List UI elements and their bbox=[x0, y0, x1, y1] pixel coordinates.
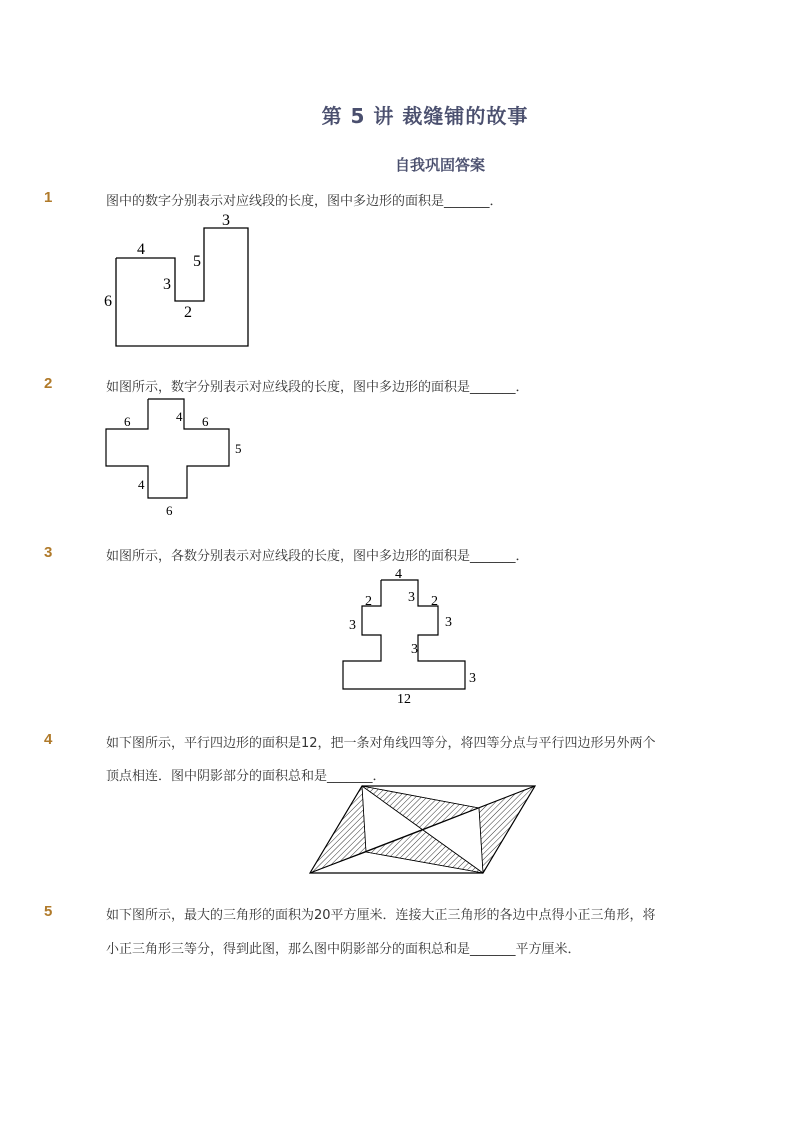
page-title: 第 5 讲 裁缝铺的故事 bbox=[321, 104, 529, 128]
segment-label: 6 bbox=[166, 503, 173, 518]
question-2-figure bbox=[100, 395, 260, 520]
segment-label: 4 bbox=[395, 567, 402, 582]
segment-label: 6 bbox=[124, 414, 131, 429]
question-1-figure bbox=[100, 212, 260, 347]
question-text-5-line2: 小正三角形三等分，得到此图，那么图中阴影部分的面积总和是_______平方厘米． bbox=[106, 942, 581, 957]
segment-label: 3 bbox=[411, 642, 418, 657]
question-number-5: 5 bbox=[44, 903, 53, 920]
section-subtitle: 自我巩固答案 bbox=[394, 156, 485, 174]
segment-label: 3 bbox=[163, 276, 171, 293]
segment-label: 3 bbox=[445, 615, 452, 630]
question-text-4-line2: 顶点相连．图中阴影部分的面积总和是_______． bbox=[106, 769, 386, 784]
question-number-4: 4 bbox=[44, 731, 53, 748]
segment-label: 5 bbox=[235, 441, 242, 456]
segment-label: 4 bbox=[137, 241, 145, 258]
segment-label: 12 bbox=[397, 692, 411, 707]
segment-label: 6 bbox=[104, 293, 112, 310]
segment-label: 2 bbox=[184, 304, 192, 321]
segment-label: 3 bbox=[222, 212, 230, 229]
segment-label: 4 bbox=[176, 409, 183, 424]
question-text-2: 如图所示，数字分别表示对应线段的长度，图中多边形的面积是_______． bbox=[106, 380, 529, 395]
shaded-region bbox=[362, 786, 479, 830]
segment-label: 2 bbox=[431, 594, 438, 609]
segment-label: 3 bbox=[349, 618, 356, 633]
polygon-outline bbox=[343, 580, 465, 689]
segment-label: 6 bbox=[202, 414, 209, 429]
question-number-2: 2 bbox=[44, 375, 53, 392]
polygon-outline bbox=[116, 228, 248, 346]
question-number-1: 1 bbox=[44, 189, 53, 206]
shaded-region bbox=[366, 830, 483, 873]
question-text-3: 如图所示，各数分别表示对应线段的长度，图中多边形的面积是_______． bbox=[106, 549, 529, 564]
question-text-4-line1: 如下图所示，平行四边形的面积是12，把一条对角线四等分，将四等分点与平行四边形另外两个 bbox=[106, 736, 656, 751]
segment-label: 5 bbox=[193, 253, 201, 270]
question-4-figure bbox=[305, 783, 545, 883]
segment-label: 3 bbox=[469, 671, 476, 686]
segment-label: 2 bbox=[365, 594, 372, 609]
question-text-5-line1: 如下图所示，最大的三角形的面积为20平方厘米．连接大正三角形的各边中点得小正三角形，将 bbox=[106, 908, 656, 923]
segment-label: 4 bbox=[138, 477, 145, 492]
segment-label: 3 bbox=[408, 590, 415, 605]
question-text-1: 图中的数字分别表示对应线段的长度，图中多边形的面积是_______． bbox=[106, 194, 503, 209]
question-number-3: 3 bbox=[44, 544, 53, 561]
question-3-figure bbox=[335, 563, 485, 708]
